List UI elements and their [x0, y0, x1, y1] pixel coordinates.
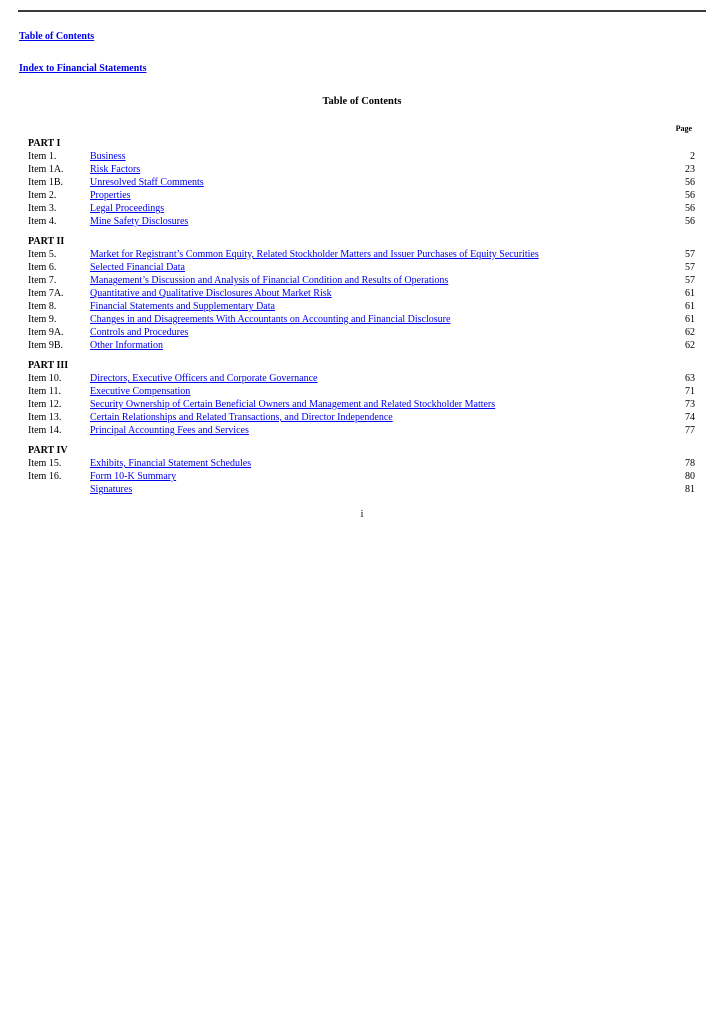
- item-number: Item 8.: [28, 301, 57, 312]
- page-number: 57: [685, 275, 695, 286]
- item-title-cell: [90, 326, 653, 339]
- part-heading: PART I: [28, 138, 61, 149]
- page-number: 77: [685, 425, 695, 436]
- item-title-cell: [90, 189, 653, 202]
- toc-row: [28, 274, 695, 287]
- toc-item-link[interactable]: Principal Accounting Fees and Services: [90, 425, 249, 436]
- toc-row: [28, 287, 695, 300]
- toc-item-link[interactable]: Management’s Discussion and Analysis of Financial Condition and Results of Operations: [90, 275, 449, 286]
- page-number: 73: [685, 399, 695, 410]
- page-number: 56: [685, 177, 695, 188]
- toc-row: [28, 483, 695, 496]
- toc-item-link[interactable]: Mine Safety Disclosures: [90, 216, 189, 227]
- page-number: 56: [685, 203, 695, 214]
- item-number: Item 12.: [28, 399, 62, 410]
- toc-row: [28, 300, 695, 313]
- toc-item-link[interactable]: Exhibits, Financial Statement Schedules: [90, 458, 252, 469]
- toc-row: [28, 189, 695, 202]
- toc-row: [28, 163, 695, 176]
- item-number: Item 3.: [28, 203, 57, 214]
- page-number: 57: [685, 249, 695, 260]
- item-number: Item 10.: [28, 373, 62, 384]
- toc-item-link[interactable]: Market for Registrant’s Common Equity, Related Stockholder Matters and Issuer Purchases of Equity Securities: [90, 249, 539, 260]
- page-number: 62: [685, 327, 695, 338]
- page-column-header: Page: [675, 124, 692, 133]
- item-number: Item 1B.: [28, 177, 63, 188]
- item-title-cell: [90, 287, 653, 300]
- page-number: 62: [685, 340, 695, 351]
- item-title-cell: [90, 176, 653, 189]
- part-heading: PART II: [28, 236, 65, 247]
- item-number: Item 11.: [28, 386, 61, 397]
- toc-row: [28, 215, 695, 228]
- toc-item-link[interactable]: Quantitative and Qualitative Disclosures About Market Risk: [90, 288, 332, 299]
- toc-item-link[interactable]: Financial Statements and Supplementary Data: [90, 301, 275, 312]
- toc-item-link[interactable]: Signatures: [90, 484, 133, 495]
- item-title-cell: [90, 339, 653, 352]
- page-number: 80: [685, 471, 695, 482]
- toc-row: [28, 339, 695, 352]
- toc-row: [28, 372, 695, 385]
- toc-item-link[interactable]: Form 10-K Summary: [90, 471, 177, 482]
- item-number: Item 7A.: [28, 288, 64, 299]
- toc-row: [28, 202, 695, 215]
- toc-item-link[interactable]: Selected Financial Data: [90, 262, 185, 273]
- part-heading: PART III: [28, 360, 69, 371]
- page-title: Table of Contents: [322, 96, 402, 107]
- toc-item-link[interactable]: Risk Factors: [90, 164, 141, 175]
- item-number: Item 4.: [28, 216, 57, 227]
- top-divider: [18, 10, 706, 12]
- toc-row: [28, 398, 695, 411]
- page-number: 78: [685, 458, 695, 469]
- item-number: Item 7.: [28, 275, 57, 286]
- page-number: 61: [685, 301, 695, 312]
- item-number: Item 1A.: [28, 164, 64, 175]
- item-number: Item 6.: [28, 262, 57, 273]
- toc-row: [28, 176, 695, 189]
- toc-item-link[interactable]: Properties: [90, 190, 131, 201]
- item-title-cell: [90, 313, 653, 326]
- item-title-cell: [90, 411, 653, 424]
- page-number: 57: [685, 262, 695, 273]
- toc-item-link[interactable]: Controls and Procedures: [90, 327, 189, 338]
- toc-item-link[interactable]: Security Ownership of Certain Beneficial Owners and Management and Related Stockholder Matters: [90, 399, 496, 410]
- page-number: 61: [685, 314, 695, 325]
- item-number: Item 15.: [28, 458, 62, 469]
- item-title-cell: [90, 457, 653, 470]
- item-number: Item 2.: [28, 190, 57, 201]
- item-title-cell: [90, 470, 653, 483]
- toc-item-link[interactable]: Business: [90, 151, 126, 162]
- page-number: 56: [685, 216, 695, 227]
- toc-row: [28, 248, 695, 261]
- toc-row: [28, 457, 695, 470]
- toc-top-link[interactable]: Table of Contents: [19, 31, 95, 42]
- toc-item-link[interactable]: Directors, Executive Officers and Corporate Governance: [90, 373, 318, 384]
- item-number: Item 16.: [28, 471, 62, 482]
- toc-row: [28, 411, 695, 424]
- page-number: 56: [685, 190, 695, 201]
- toc-row: [28, 326, 695, 339]
- toc-row: [28, 261, 695, 274]
- toc-table: [28, 137, 695, 496]
- page-number: 74: [685, 412, 695, 423]
- page-number: 61: [685, 288, 695, 299]
- toc-row: [28, 313, 695, 326]
- item-number: Item 9A.: [28, 327, 64, 338]
- item-title-cell: [90, 274, 653, 287]
- item-title-cell: [90, 261, 653, 274]
- item-number: Item 9B.: [28, 340, 63, 351]
- toc-item-link[interactable]: Unresolved Staff Comments: [90, 177, 204, 188]
- item-number: Item 14.: [28, 425, 62, 436]
- toc-row: [28, 385, 695, 398]
- part-heading: PART IV: [28, 445, 68, 456]
- item-title-cell: [90, 483, 653, 496]
- page-number: 81: [685, 484, 695, 495]
- item-number: Item 9.: [28, 314, 57, 325]
- toc-row: [28, 150, 695, 163]
- toc-row: [28, 424, 695, 437]
- toc-item-link[interactable]: Certain Relationships and Related Transactions, and Director Independence: [90, 412, 393, 423]
- toc-item-link[interactable]: Changes in and Disagreements With Accountants on Accounting and Financial Disclosure: [90, 314, 451, 325]
- item-title-cell: [90, 398, 653, 411]
- item-title-cell: [90, 424, 653, 437]
- page-number: 2: [690, 151, 695, 162]
- item-number: Item 13.: [28, 412, 62, 423]
- page-number: 63: [685, 373, 695, 384]
- toc-item-link[interactable]: Other Information: [90, 340, 164, 351]
- page-number: 71: [685, 386, 695, 397]
- item-number: Item 5.: [28, 249, 57, 260]
- item-title-cell: [90, 385, 653, 398]
- toc-item-link[interactable]: Legal Proceedings: [90, 203, 165, 214]
- footer-page-number: i: [360, 509, 364, 520]
- item-title-cell: [90, 202, 653, 215]
- item-title-cell: [90, 163, 653, 176]
- item-number: Item 1.: [28, 151, 57, 162]
- item-title-cell: [90, 150, 653, 163]
- index-financial-statements-link[interactable]: Index to Financial Statements: [19, 63, 147, 74]
- page-number: 23: [685, 164, 695, 175]
- item-title-cell: [90, 215, 653, 228]
- toc-item-link[interactable]: Executive Compensation: [90, 386, 191, 397]
- item-title-cell: [90, 372, 653, 385]
- toc-row: [28, 470, 695, 483]
- item-title-cell: [90, 300, 653, 313]
- item-title-cell: [90, 248, 653, 261]
